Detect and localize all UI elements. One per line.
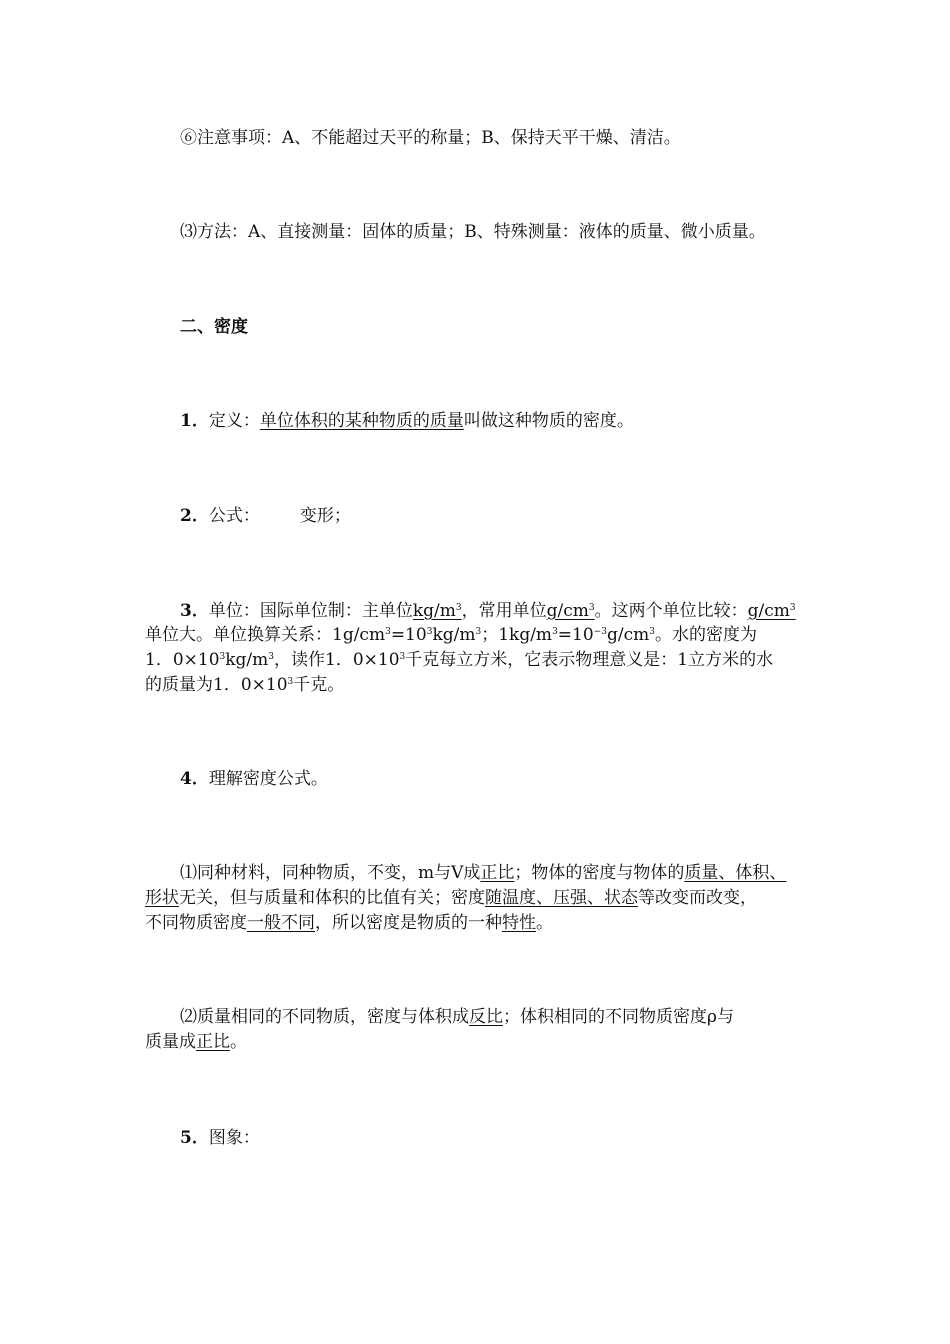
section-heading-density: 二、密度	[180, 317, 248, 337]
method-paragraph: ⑶方法：A、直接测量：固体的质量；B、特殊测量：液体的质量、微小质量。	[180, 222, 766, 242]
definition-paragraph: 1．定义：单位体积的某种物质的质量叫做这种物质的密度。	[180, 411, 634, 431]
understand-heading: 4．理解密度公式。	[180, 769, 328, 789]
note-items: ⑥注意事项：A、不能超过天平的称量；B、保持天平干燥、清洁。	[180, 128, 681, 148]
definition-underline: 单位体积的某种物质的质量	[259, 411, 464, 431]
formula-paragraph: 2．公式： 变形；	[180, 506, 351, 526]
graph-heading: 5．图象：	[180, 1128, 260, 1148]
document-page: ⑥注意事项：A、不能超过天平的称量；B、保持天平干燥、清洁。 ⑶方法：A、直接测量：固体的质量；B、特殊测量：液体的质量、微小质量。 二、密度 1．定义：单位体积的某种物质的质量叫做这种物质的密度。 2．公式： 变形； 3．单位：国际单位制：主单位$kg/m^3$，常用单位$g/cm^3$。这两个单位比较：$g/cm^3$ 单位大。单位换算关系：$1g/cm^3=10^3kg/m^3$；$1kg/m^3=10^{-3}g/cm^3$。水的密度为 1．$0\times 10^3kg/m^3$，读作1．$0\times 10^3$千克每立方米，它表示物理意义是：1立方米的水 的质量为1．$0\times 10^3$千克。 4．理解密度公式。 ⑴同种材料，同种物质，不变，m与V成正比；物体的密度与物体的质量、体积、 形状无关，但与质量和体积的比值有关；密度随温度、压强、状态等改变而改变， 不同物质密度一般不同，所以密度是物质的一种特性。 ⑵质量相同的不同物质，密度与体积成反比；体积相同的不同物质密度ρ与 质量成正比。 5．图象：	[0, 0, 950, 1344]
